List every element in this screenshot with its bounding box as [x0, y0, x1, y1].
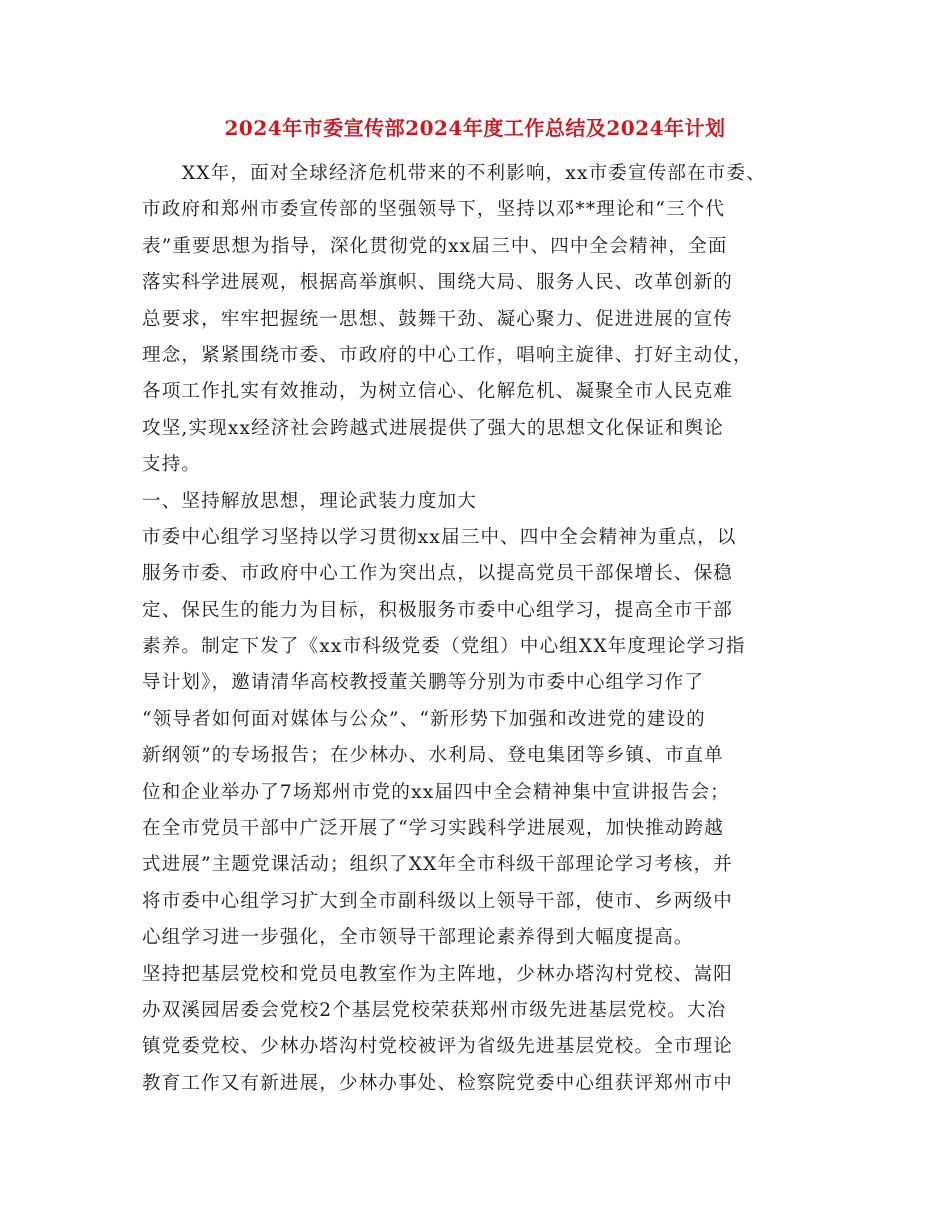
text-line: 心组学习进一步强化，全市领导干部理论素养得到大幅度提高。 — [142, 927, 694, 949]
document-body — [142, 156, 817, 1102]
text-line: 服务市委、市政府中心工作为突出点，以提高党员干部保增长、保稳 — [142, 563, 734, 585]
text-line: 市政府和郑州市委宣传部的坚强领导下，坚持以邓**理论和“三个代 — [142, 199, 726, 221]
text-line: 落实科学进展观，根据高举旗帜、围绕大局、服务人民、改革创新的 — [142, 272, 734, 294]
text-line: 总要求，牢牢把握统一思想、鼓舞干劲、凝心聚力、促进进展的宣传 — [142, 308, 734, 330]
text-line: 式进展”主题党课活动；组织了XX年全市科级干部理论学习考核，并 — [142, 854, 734, 876]
text-line: 办双溪园居委会党校2个基层党校荣获郑州市级先进基层党校。大冶 — [142, 999, 727, 1021]
text-line: 攻坚,实现xx经济社会跨越式进展提供了强大的思想文化保证和舆论 — [142, 417, 724, 439]
text-line: 导计划》，邀请清华高校教授董关鹏等分别为市委中心组学习作了 — [142, 672, 705, 694]
text-line: 市委中心组学习坚持以学习贯彻xx届三中、四中全会精神为重点，以 — [142, 526, 737, 548]
text-line: 位和企业举办了7场郑州市党的xx届四中全会精神集中宣讲报告会； — [142, 781, 730, 803]
text-line: 坚持把基层党校和党员电教室作为主阵地，少林办塔沟村党校、嵩阳 — [142, 963, 734, 985]
text-line: 镇党委党校、少林办塔沟村党校被评为省级先进基层党校。全市理论 — [142, 1036, 734, 1058]
text-line: 表”重要思想为指导，深化贯彻党的xx届三中、四中全会精神，全面 — [142, 235, 728, 257]
text-line: XX年，面对全球经济危机带来的不利影响，xx市委宣传部在市委、 — [182, 163, 766, 184]
section-heading: 一、坚持解放思想，理论武装力度加大 — [142, 490, 477, 512]
text-line: 定、保民生的能力为目标，积极服务市委中心组学习，提高全市干部 — [142, 599, 734, 621]
text-line: 新纲领”的专场报告；在少林办、水利局、登电集团等乡镇、市直单 — [142, 745, 724, 767]
text-line: 支持。 — [142, 454, 202, 476]
text-line: 素养。制定下发了《xx市科级党委（党组）中心组XX年度理论学习指 — [142, 636, 746, 658]
text-line: 各项工作扎实有效推动，为树立信心、化解危机、凝聚全市人民克难 — [142, 381, 734, 403]
document-title: 2024年市委宣传部2024年度工作总结及2024年计划 — [224, 116, 726, 140]
text-line: 在全市党员干部中广泛开展了“学习实践科学进展观，加快推动跨越 — [142, 818, 724, 840]
text-line: “领导者如何面对媒体与公众”、“新形势下加强和改进党的建设的 — [142, 708, 706, 730]
text-line: 将市委中心组学习扩大到全市副科级以上领导干部，使市、乡两级中 — [142, 890, 734, 912]
text-line: 理念，紧紧围绕市委、市政府的中心工作，唱响主旋律、打好主动仗， — [142, 344, 753, 366]
text-line: 教育工作又有新进展，少林办事处、检察院党委中心组获评郑州市中 — [142, 1072, 734, 1094]
